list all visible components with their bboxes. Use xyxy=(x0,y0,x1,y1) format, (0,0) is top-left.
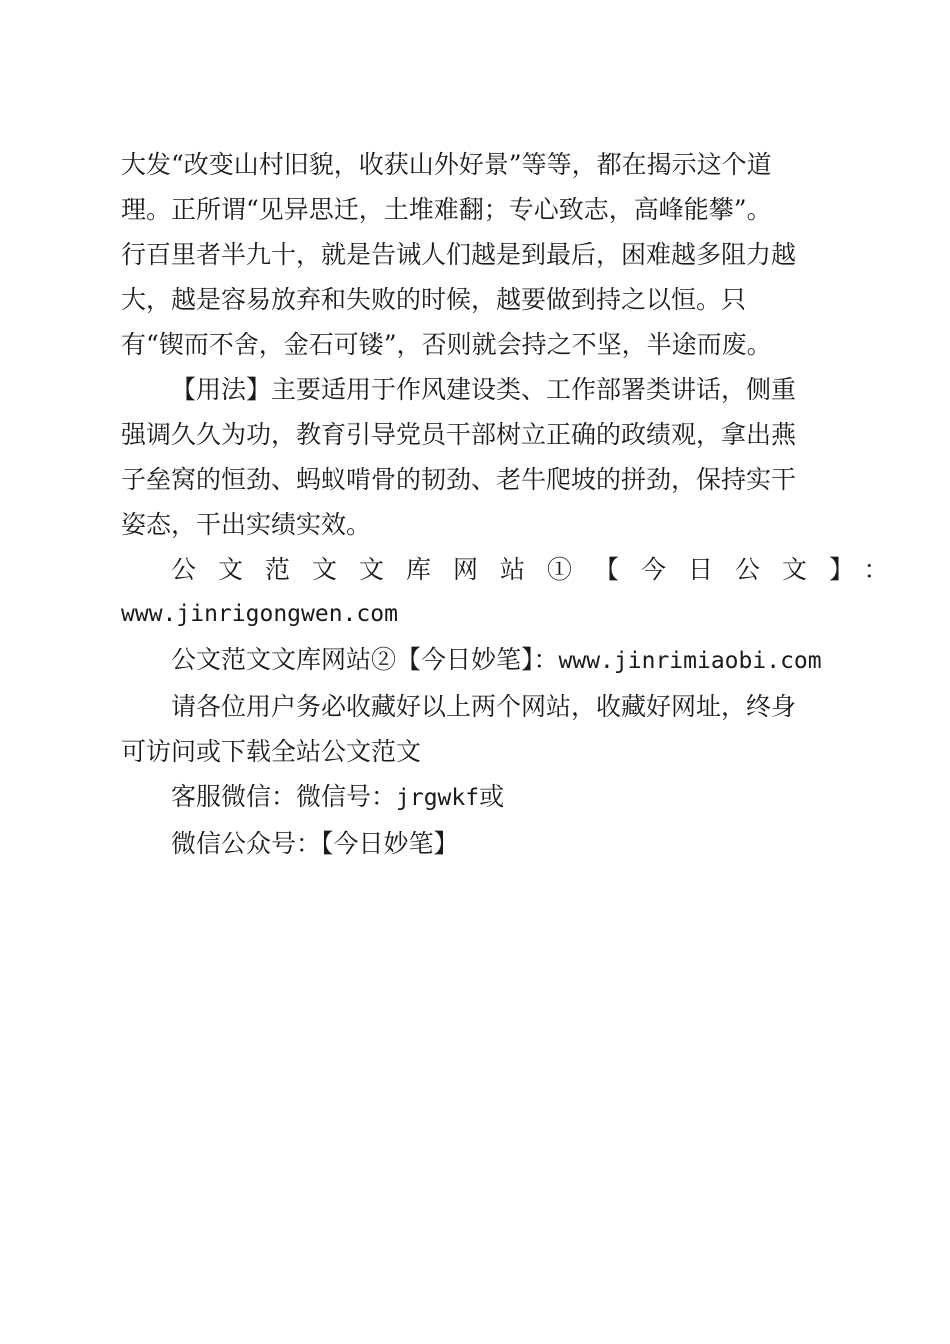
text-line: 大，越是容易放弃和失败的时候，越要做到持之以恒。只 xyxy=(121,285,747,314)
usage-paragraph xyxy=(121,367,821,547)
document-body xyxy=(121,142,911,866)
site-2-line xyxy=(121,637,821,684)
site-1-url[interactable]: www.jinrigongwen.com xyxy=(121,601,398,627)
wechat-public-paragraph xyxy=(121,821,821,866)
text-line: 请各位用户务必收藏好以上两个网站，收藏好网址，终身 xyxy=(171,692,797,721)
wechat-service-id: jrgwkf xyxy=(396,785,480,811)
notice-paragraph xyxy=(121,684,821,774)
wechat-service-paragraph xyxy=(121,774,821,821)
text-line: 强调久久为功，教育引导党员干部树立正确的政绩观，拿出燕 xyxy=(121,420,797,449)
site-1-label xyxy=(121,547,911,592)
text-line: 【用法】主要适用于作风建设类、工作部署类讲话，侧重 xyxy=(171,375,797,404)
text-line: 子垒窝的恒劲、蚂蚁啃骨的韧劲、老牛爬坡的拼劲，保持实干 xyxy=(121,465,797,494)
text-line: 可访问或下载全站公文范文 xyxy=(121,737,422,766)
text-line: 有“锲而不舍，金石可镂”，否则就会持之不坚，半途而废。 xyxy=(121,330,772,359)
text-line: 大发“改变山村旧貌，收获山外好景”等等，都在揭示这个道 xyxy=(121,150,772,179)
site-2-url[interactable]: www.jinrimiaobi.com xyxy=(558,648,822,674)
site-1-label-text: 公文范文文库网站①【今日公文】： xyxy=(171,555,911,584)
text-line: 行百里者半九十，就是告诫人们越是到最后，困难越多阻力越 xyxy=(121,240,797,269)
text-line: 姿态，干出实绩实效。 xyxy=(121,510,372,539)
wechat-service-line xyxy=(121,774,821,821)
wechat-service-or: 或 xyxy=(479,782,505,811)
wechat-public-line: 微信公众号：【今日妙笔】 xyxy=(171,829,459,858)
site-2-paragraph xyxy=(121,637,821,684)
wechat-service-label: 客服微信：微信号： xyxy=(171,782,397,811)
text-line: 理。正所谓“见异思迁，土堆难翻；专心致志，高峰能攀”。 xyxy=(121,195,772,224)
site-2-label: 公文范文文库网站②【今日妙笔】： xyxy=(171,645,559,674)
body-paragraph xyxy=(121,142,821,367)
site-1-paragraph xyxy=(121,547,911,637)
